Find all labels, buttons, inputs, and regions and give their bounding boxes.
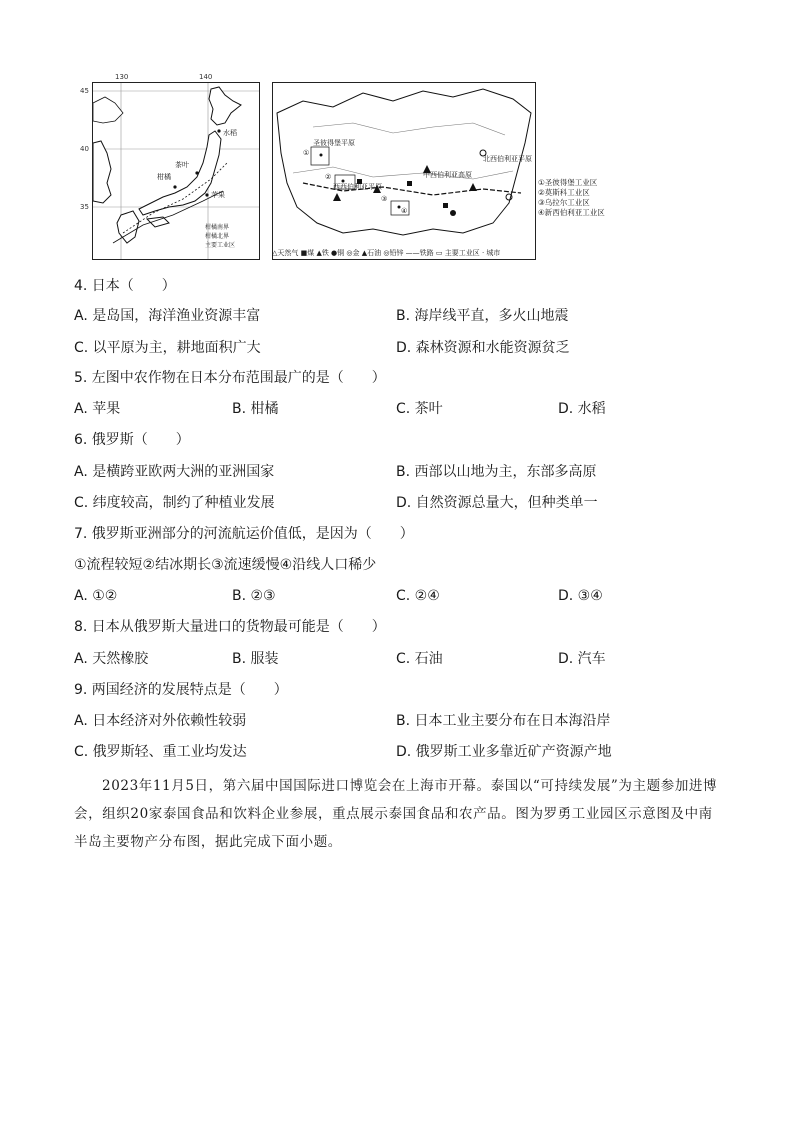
question-7-stem: 7. 俄罗斯亚洲部分的河流航运价值低，是因为（ ） bbox=[74, 526, 414, 542]
question-5-stem: 5. 左图中农作物在日本分布范围最广的是（ ） bbox=[74, 370, 386, 386]
q8-option-b: B. 服装 bbox=[232, 651, 279, 667]
q8-option-c: C. 石油 bbox=[396, 651, 443, 667]
q7-statements: ①流程较短②结冰期长③流速缓慢④沿线人口稀少 bbox=[74, 557, 377, 573]
q6-option-c: C. 纬度较高，制约了种植业发展 bbox=[74, 495, 275, 511]
label-west-siberian-plain: 西西伯利亚平原 bbox=[333, 183, 382, 191]
q5-option-c: C. 茶叶 bbox=[396, 401, 443, 417]
region-number-2: ② bbox=[325, 173, 332, 181]
legend-industrial-area: 主要工业区 bbox=[205, 242, 236, 249]
legend-citrus-south: 柑橘南界 bbox=[205, 224, 230, 231]
q6-option-a: A. 是横跨亚欧两大洲的亚洲国家 bbox=[74, 464, 275, 480]
q4-option-b: B. 海岸线平直，多火山地震 bbox=[396, 308, 569, 324]
q8-option-a: A. 天然橡胶 bbox=[74, 651, 149, 667]
q5-option-a: A. 苹果 bbox=[74, 401, 121, 417]
crop-label-tea: 茶叶 bbox=[175, 161, 189, 169]
reading-passage: 2023年11月5日，第六届中国国际进口博览会在上海市开幕。泰国以“可持续发展”为主题参加进博会，组织20家泰国食品和饮料企业参展，重点展示泰国食品和农产品。图为罗勇工业园区示意图及中南半岛主要物产分布图，据此完成下面小题。 bbox=[74, 778, 718, 850]
lon-label-130: 130 bbox=[115, 73, 129, 81]
q5-option-d: D. 水稻 bbox=[558, 401, 606, 417]
label-north-siberian-plain: 北西伯利亚平原 bbox=[483, 155, 532, 163]
q6-option-b: B. 西部以山地为主，东部多高原 bbox=[396, 464, 597, 480]
russia-map-drawing bbox=[273, 83, 535, 259]
q7-option-b: B. ②③ bbox=[232, 588, 276, 604]
q7-option-a: A. ①② bbox=[74, 588, 118, 604]
q8-option-d: D. 汽车 bbox=[558, 651, 606, 667]
russia-symbol-legend: △天然气 ■煤 ▲铁 ●铜 ◎金 ▲石油 ◎铅锌 ——铁路 ▭ 主要工业区 · 城市 bbox=[272, 249, 501, 257]
lon-label-140: 140 bbox=[199, 73, 213, 81]
q4-option-a: A. 是岛国，海洋渔业资源丰富 bbox=[74, 308, 261, 324]
legend-region-1: ①圣彼得堡工业区 bbox=[538, 178, 598, 187]
q7-option-d: D. ③④ bbox=[558, 588, 603, 604]
region-number-3: ③ bbox=[381, 195, 388, 203]
q7-option-c: C. ②④ bbox=[396, 588, 440, 604]
legend-citrus-north: 柑橘北界 bbox=[205, 233, 230, 240]
q9-option-d: D. 俄罗斯工业多靠近矿产资源产地 bbox=[396, 744, 612, 760]
question-9-stem: 9. 两国经济的发展特点是（ ） bbox=[74, 682, 288, 698]
lat-label-45: 45 bbox=[80, 87, 89, 95]
q4-option-c: C. 以平原为主，耕地面积广大 bbox=[74, 340, 261, 356]
question-4-stem: 4. 日本（ ） bbox=[74, 278, 176, 294]
crop-label-apple: 苹果 bbox=[211, 191, 225, 199]
label-central-siberian-plateau: 中西伯利亚高原 bbox=[423, 171, 472, 179]
q4-option-d: D. 森林资源和水能资源贫乏 bbox=[396, 340, 570, 356]
q9-option-c: C. 俄罗斯轻、重工业均发达 bbox=[74, 744, 247, 760]
legend-region-4: ④新西伯利亚工业区 bbox=[538, 208, 605, 217]
crop-label-citrus: 柑橘 bbox=[157, 173, 171, 181]
region-number-1: ① bbox=[303, 149, 310, 157]
question-8-stem: 8. 日本从俄罗斯大量进口的货物最可能是（ ） bbox=[74, 619, 386, 635]
region-number-4: ④ bbox=[401, 207, 408, 215]
russia-region-legend bbox=[538, 178, 638, 218]
question-6-stem: 6. 俄罗斯（ ） bbox=[74, 432, 190, 448]
q9-option-b: B. 日本工业主要分布在日本海沿岸 bbox=[396, 713, 611, 729]
q9-option-a: A. 日本经济对外依赖性较弱 bbox=[74, 713, 247, 729]
lat-label-40: 40 bbox=[80, 145, 89, 153]
russia-map bbox=[272, 82, 536, 260]
japan-map-legend bbox=[205, 223, 255, 250]
japan-map bbox=[80, 73, 260, 260]
label-st-petersburg-plain: 圣彼得堡平原 bbox=[313, 139, 355, 147]
lat-label-35: 35 bbox=[80, 203, 89, 211]
crop-label-rice: 水稻 bbox=[223, 129, 237, 137]
q6-option-d: D. 自然资源总量大，但种类单一 bbox=[396, 495, 598, 511]
legend-region-3: ③乌拉尔工业区 bbox=[538, 198, 590, 207]
legend-region-2: ②莫斯科工业区 bbox=[538, 188, 590, 197]
q5-option-b: B. 柑橘 bbox=[232, 401, 279, 417]
